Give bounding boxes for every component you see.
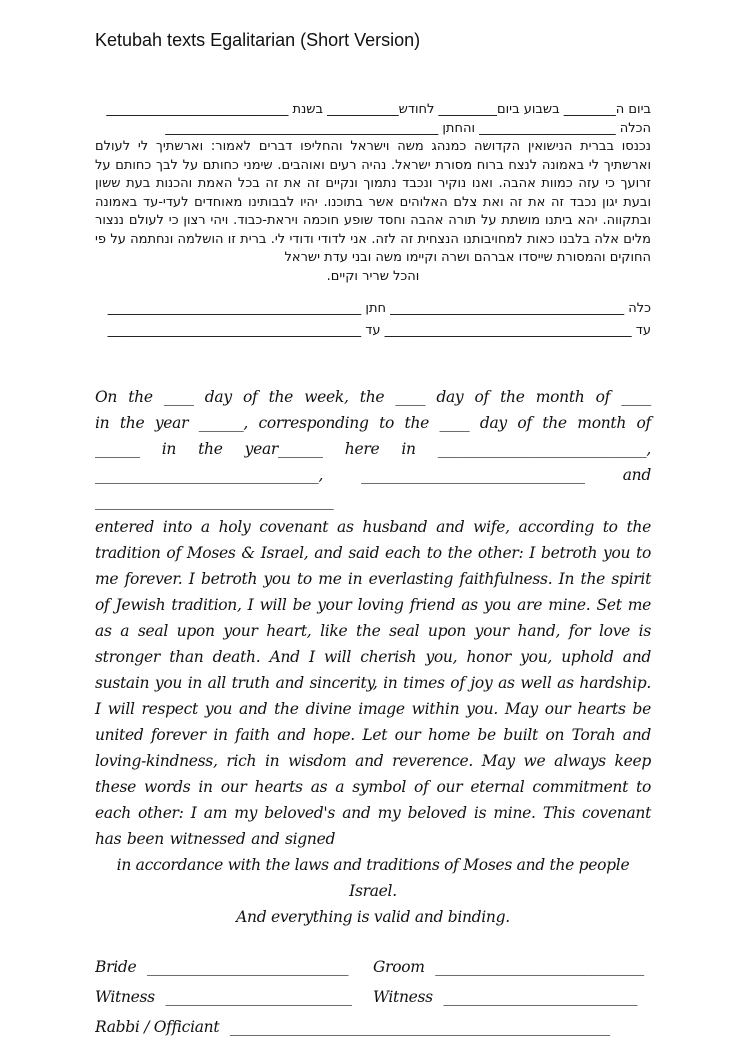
hebrew-names-line: הכלה _____________________ והחתן __________________________________________ [165,120,651,136]
hebrew-body-text: נכנסו בברית הנישואין הקדושה כמנהג משה וישראל והחליפו דברים לאמור: וארשתיך לי לעולם וארשתיך לי באמונה לנצח ברוח מסורת ישראל. נהיה רעים ואוהבים. שימני כחותם על לבך כחותם על זרועך כי עזה כמוות אהבה. ואנו נוקיר ונכבד נתמוך ונקיים זה את זה בכל האמת והכנות בעת ששון ובעת יגון נכבד זה את זה ואת צלם האלוהים אשר בתוכנו. יהיו לבבותינו מאוחדים לעדי-עד באמונה ובתקווה. יהא ביתנו מושתת על תורה אהבה וחסד שופע חוכמה ויראת-כבוד. ויהי רצון כי לעולם ננצור מלים אלה בלבנו כאות למחויבותנו הנצחית זה לזה. אני לדודי ודודי לי. ברית זו הושלמה ונחתמה על פי החוקים והמסורת שייסדו אברהם ושרה וקיימו משה ובני עדת ישראל [95,139,651,265]
hebrew-signature-block [95,300,651,340]
english-closing-line-2: And everything is valid and binding. [236,908,510,926]
signature-row-officiant [95,1012,651,1042]
hebrew-date-line: ביום ה________ בשבוע ביום_________ לחודש___________ בשנת ____________________________ [106,102,651,117]
bride-label: Bride [95,958,137,976]
witness2-signature-line: __________________________ [443,988,638,1006]
witness2-signature [373,982,651,1012]
hebrew-section [95,101,651,340]
officiant-signature [95,1012,651,1042]
groom-label: Groom [373,958,425,976]
document-title: Ketubah texts Egalitarian (Short Version) [95,30,421,50]
bride-signature-line: ___________________________ [147,958,349,976]
bride-signature [95,952,373,982]
witness1-signature [95,982,373,1012]
hebrew-signature-line-bride-groom: כלה ____________________________________ חתן _______________________________________ [107,301,651,316]
signature-row-witnesses [95,982,651,1012]
groom-signature-line: ____________________________ [435,958,644,976]
signature-row-bride-groom [95,952,651,982]
english-opening-dates: On the ____ day of the week, the ____ day of the month of ____ in the year ______, corresponding to the ____ day of the month of ______ in the year______ here in ____________________________, ______________________________, ______________________________ and ________________________________ [95,388,651,510]
officiant-signature-line: ___________________________________________________ [229,1018,610,1036]
english-closing-line-1: in accordance with the laws and traditions of Moses and the people Israel. [116,856,630,900]
witness1-label: Witness [95,988,155,1006]
witness2-label: Witness [373,988,433,1006]
hebrew-body-closing: והכל שריר וקיים. [326,268,420,284]
officiant-label: Rabbi / Officiant [95,1018,220,1036]
hebrew-signature-line-witnesses: עד ______________________________________ עד _______________________________________ [107,322,651,338]
english-body-text: entered into a holy covenant as husband and wife, according to the tradition of Moses & Israel, and said each to the other: I betroth you to me forever. I betroth you to me in everlasting faithfulness. In the spirit of Jewish tradition, I will be your loving friend as you are mine. Set me as a seal upon your heart, like the seal upon your hand, for love is stronger than death. And I will cherish you, honor you, uphold and sustain you in all truth and sincerity, in times of joy as well as hardship. I will respect you and the divine image within you. May our hearts be united forever in faith and hope. Let our home be built on Torah and loving-kindness, rich in wisdom and reverence. May we always keep these words in our hearts as a symbol of our eternal commitment to each other: I am my beloved's and my beloved is mine. This covenant has been witnessed and signed [95,518,651,848]
groom-signature [373,952,651,982]
english-section [95,384,651,930]
witness1-signature-line: _________________________ [165,988,352,1006]
signature-section [95,952,651,1042]
